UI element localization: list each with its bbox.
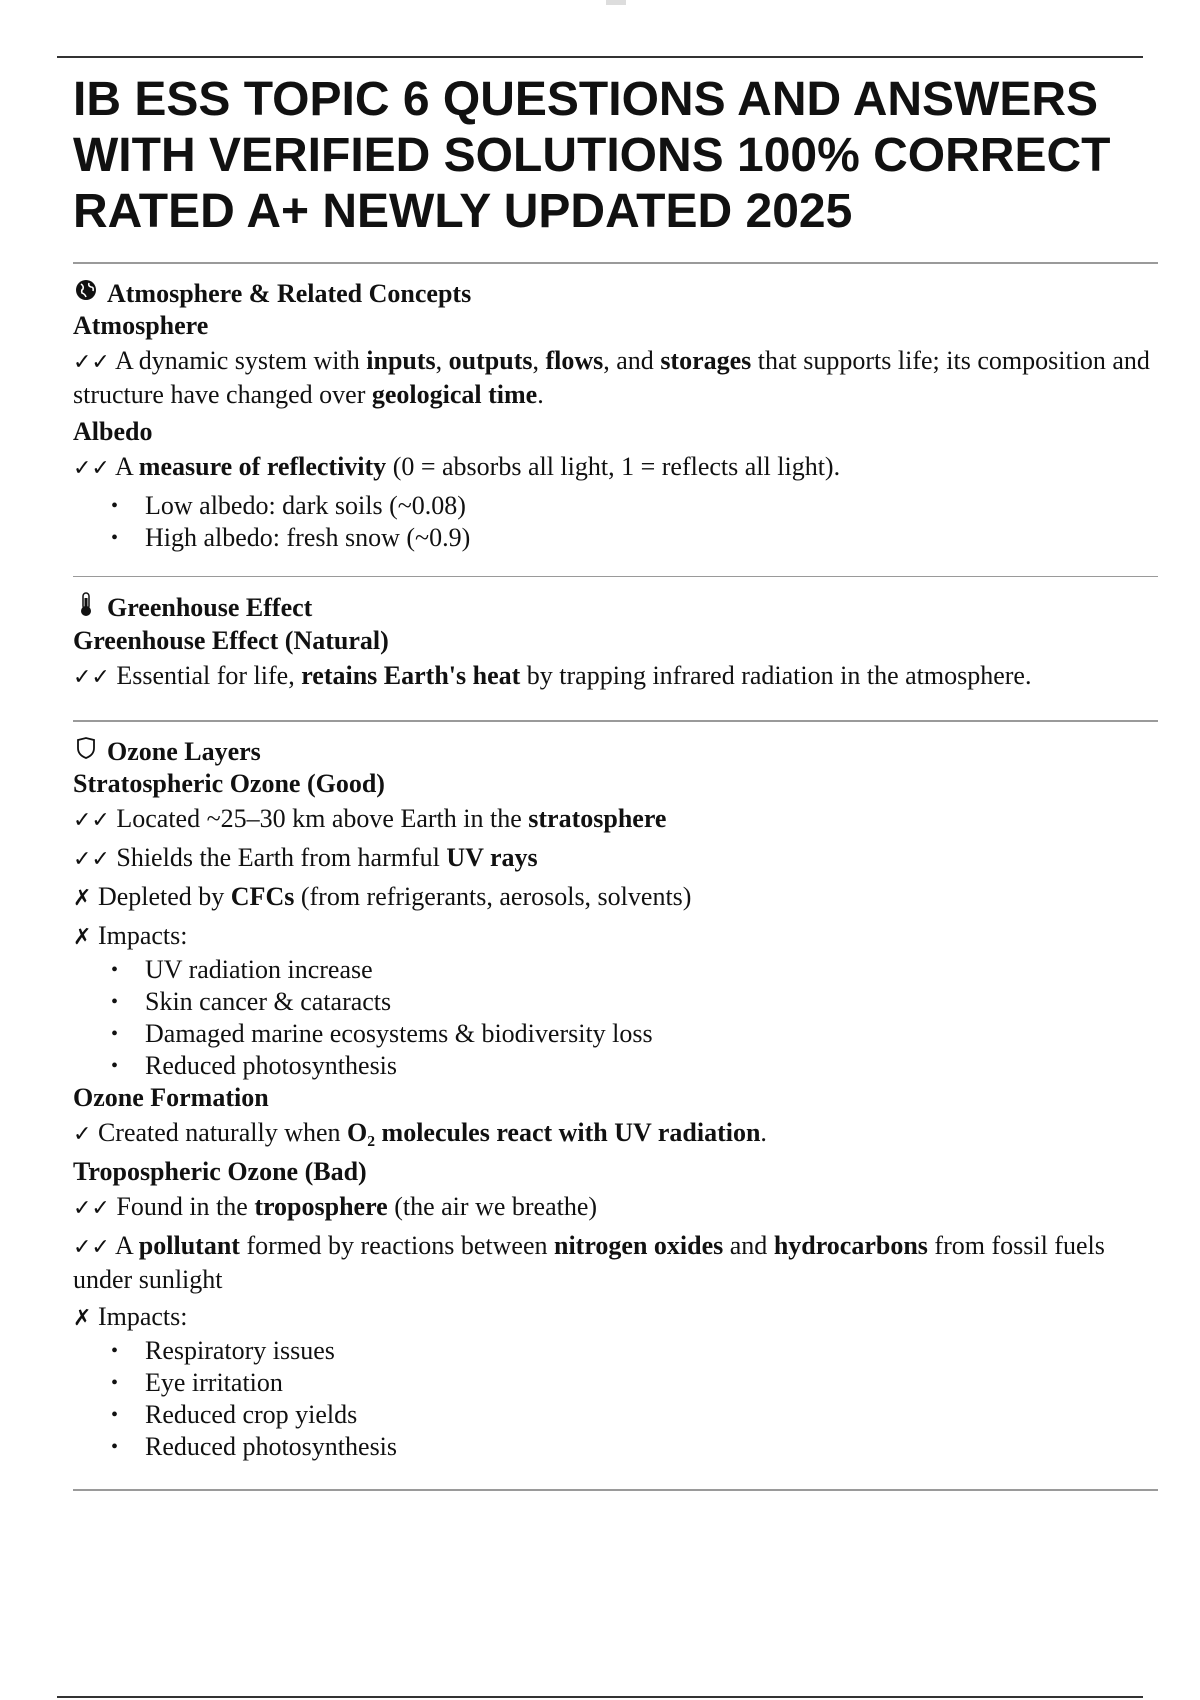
page-tab-mark: [606, 0, 626, 5]
cross-mark: ✗: [73, 1306, 92, 1331]
definition-greenhouse-effect: ✓✓ Essential for life, retains Earth's heat by trapping infrared radiation in the atmosphere.: [73, 661, 1032, 690]
list-item: • Low albedo: dark soils (~0.08): [73, 490, 1158, 522]
section-divider: [73, 262, 1158, 264]
term-atmosphere: Atmosphere: [73, 311, 209, 340]
term-albedo: Albedo: [73, 417, 153, 446]
list-item: • Reduced photosynthesis: [73, 1050, 1158, 1082]
double-check-mark: ✓✓: [73, 847, 110, 872]
list-item: • High albedo: fresh snow (~0.9): [73, 522, 1158, 554]
section-heading: Ozone Layers: [73, 736, 1158, 768]
definition-ozone-formation: ✓ Created naturally when O₂ molecules react with UV radiation.: [73, 1118, 767, 1147]
double-check-mark: ✓✓: [73, 350, 110, 375]
list-item: • Reduced photosynthesis: [73, 1431, 1158, 1463]
term-tropospheric-ozone: Tropospheric Ozone (Bad): [73, 1157, 367, 1186]
term-greenhouse-effect: Greenhouse Effect (Natural): [73, 626, 389, 655]
section-divider: [73, 1489, 1158, 1491]
stratospheric-point: ✓✓ Located ~25–30 km above Earth in the stratosphere: [73, 804, 667, 833]
page-top-rule: [57, 56, 1143, 58]
tropospheric-impacts-list: [73, 1335, 1158, 1463]
list-item: • Damaged marine ecosystems & biodiversity loss: [73, 1018, 1158, 1050]
section-divider: [73, 720, 1158, 722]
cross-mark: ✗: [73, 925, 92, 950]
double-check-mark: ✓✓: [73, 1196, 110, 1221]
tropospheric-impacts-label: ✗ Impacts:: [73, 1302, 188, 1331]
double-check-mark: ✓✓: [73, 808, 110, 833]
double-check-mark: ✓✓: [73, 456, 110, 481]
list-item: • Respiratory issues: [73, 1335, 1158, 1367]
stratospheric-point: ✓✓ Shields the Earth from harmful UV rays: [73, 843, 538, 872]
stratospheric-impacts-label: ✗ Impacts:: [73, 921, 188, 950]
list-item: • Skin cancer & cataracts: [73, 986, 1158, 1018]
section-greenhouse: [73, 591, 1158, 694]
section-divider: [73, 576, 1158, 577]
stratospheric-impacts-list: [73, 954, 1158, 1082]
section-atmosphere: [73, 278, 1158, 554]
list-item: • Reduced crop yields: [73, 1399, 1158, 1431]
cross-mark: ✗: [73, 886, 92, 911]
section-ozone: [73, 736, 1158, 1463]
check-mark: ✓: [73, 1122, 92, 1147]
section-heading: Greenhouse Effect: [73, 591, 1158, 625]
term-ozone-formation: Ozone Formation: [73, 1083, 269, 1112]
document-title: IB ESS TOPIC 6 QUESTIONS AND ANSWERS WITH VERIFIED SOLUTIONS 100% CORRECT RATED A+ NEWLY UPDATED 2025: [73, 73, 1111, 238]
term-stratospheric-ozone: Stratospheric Ozone (Good): [73, 769, 385, 798]
section-heading: Atmosphere & Related Concepts: [73, 278, 1158, 310]
document-body: [73, 262, 1158, 1491]
list-item: • UV radiation increase: [73, 954, 1158, 986]
definition-albedo: ✓✓ A measure of reflectivity (0 = absorbs all light, 1 = reflects all light).: [73, 452, 841, 481]
globe-icon: [73, 278, 99, 310]
double-check-mark: ✓✓: [73, 665, 110, 690]
tropospheric-point: ✓✓ A pollutant formed by reactions between nitrogen oxides and hydrocarbons from fossil fuels under sunlight: [73, 1231, 1105, 1294]
page-bottom-rule: [57, 1696, 1143, 1698]
definition-atmosphere: ✓✓ A dynamic system with inputs, outputs, flows, and storages that supports life; its composition and structure have changed over geological time.: [73, 346, 1150, 409]
albedo-bullet-list: [73, 490, 1158, 554]
shield-icon: [73, 736, 99, 768]
double-check-mark: ✓✓: [73, 1235, 110, 1260]
tropospheric-point: ✓✓ Found in the troposphere (the air we breathe): [73, 1192, 598, 1221]
stratospheric-point: ✗ Depleted by CFCs (from refrigerants, aerosols, solvents): [73, 882, 692, 911]
list-item: • Eye irritation: [73, 1367, 1158, 1399]
thermometer-icon: [73, 591, 99, 625]
